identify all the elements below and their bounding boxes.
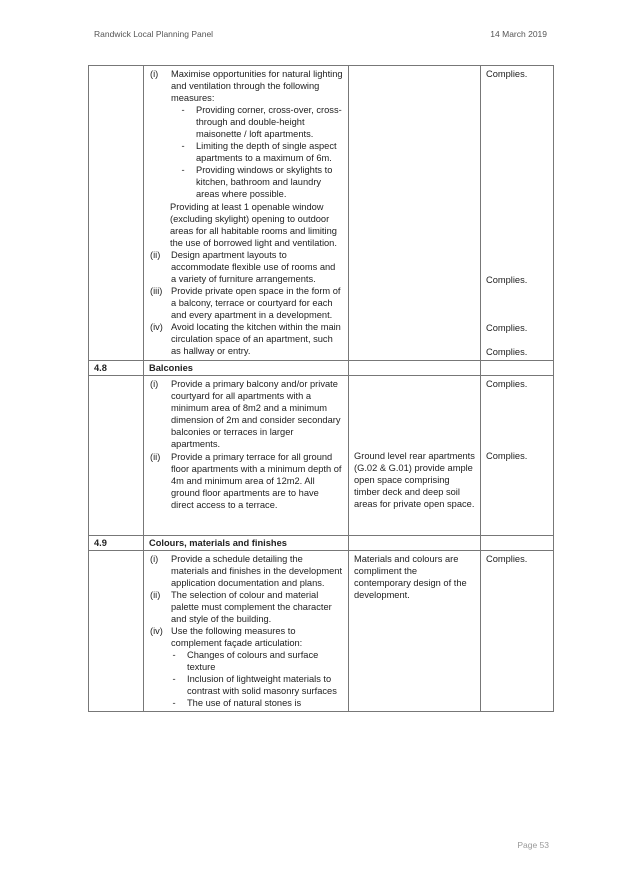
section-number: 4.9: [89, 535, 144, 550]
clause: [149, 285, 343, 321]
comment-cell: [349, 66, 481, 361]
section-number: 4.8: [89, 361, 144, 376]
table-row: [89, 66, 554, 361]
clause-number: (iv): [150, 626, 163, 637]
clause-text: Provide a primary balcony and/or private courtyard for all apartments with a minimum area of 8m2 and a minimum dimension of 2m and consider secondary balconies or terraces in larger apartments.: [171, 379, 341, 450]
empty-cell: [481, 361, 554, 376]
clause-number: (i): [150, 379, 159, 390]
clause-text: The selection of colour and material palette must complement the character and style of the building.: [171, 589, 332, 625]
header-title: Randwick Local Planning Panel: [94, 29, 214, 39]
clause-text: Provide a primary terrace for all ground floor apartments with a minimum depth of 4m and minimum area of 12m2. All ground floor apartments are to have direct access to a terrace.: [171, 451, 342, 510]
table-row: [89, 550, 554, 712]
section-number-cell: [89, 376, 144, 536]
sub-item-text: Providing corner, cross-over, cross-through and double-height maisonette / loft apartments.: [196, 105, 342, 140]
status-text: Complies.: [486, 275, 528, 286]
clause-number: (ii): [150, 249, 161, 260]
empty-cell: [481, 535, 554, 550]
sub-item-text: Changes of colours and surface texture: [187, 650, 319, 673]
clause: [149, 68, 343, 104]
clause-text: Avoid locating the kitchen within the main circulation space of an apartment, such as hallway or entry.: [171, 321, 341, 357]
status-text: Complies.: [486, 379, 528, 390]
sub-item-text: The use of natural stones is: [187, 698, 302, 709]
clause-text: Design apartment layouts to accommodate flexible use of rooms and a variety of furniture arrangements.: [171, 249, 336, 284]
table-row: [89, 376, 554, 536]
sub-item: - Providing windows or skylights to kitchen, bathroom and laundry areas where possible.: [170, 164, 343, 200]
status-text: Complies.: [486, 323, 528, 334]
clause: [149, 451, 343, 511]
clause: [149, 321, 343, 357]
clause: [149, 378, 343, 450]
empty-cell: [349, 535, 481, 550]
clause-number: (iv): [150, 321, 163, 332]
clause-text: Use the following measures to complement façade articulation:: [171, 626, 303, 649]
status-cell: [481, 550, 554, 712]
section-title: Balconies: [144, 361, 349, 376]
sub-item: - Providing corner, cross-over, cross-through and double-height maisonette / loft apartments.: [181, 105, 342, 140]
comment-text: Materials and colours are compliment the contemporary design of the development.: [354, 553, 467, 600]
sub-item: - Limiting the depth of single aspect apartments to a maximum of 6m.: [170, 140, 343, 164]
comment-text: Ground level rear apartments (G.02 & G.01) provide ample open space comprising timber deck and deep soil areas for private open space.: [354, 451, 475, 510]
comment-cell: [349, 550, 481, 712]
clause-number: (ii): [150, 451, 161, 462]
status-text: Complies.: [486, 451, 528, 462]
clause: [149, 589, 343, 625]
section-title: Colours, materials and finishes: [144, 535, 349, 550]
comment-cell: [349, 376, 481, 536]
sub-item: - Changes of colours and surface texture: [161, 649, 343, 673]
clause-extra-text: Providing at least 1 openable window (excluding skylight) opening to outdoor areas for all habitable rooms and limiting the use of borrowed light and ventilation.: [170, 201, 337, 248]
section-header-row: [89, 361, 554, 376]
section-number-cell: [89, 550, 144, 712]
sub-item: - Inclusion of lightweight materials to contrast with solid masonry surfaces: [161, 673, 343, 697]
page-number: Page 53: [517, 840, 549, 850]
sub-item-text: Providing windows or skylights to kitchen, bathroom and laundry areas where possible.: [196, 165, 333, 200]
clause-number: (i): [150, 553, 159, 564]
clause-text: Provide a schedule detailing the materials and finishes in the development application documentation and plans.: [171, 553, 343, 588]
status-text: Complies.: [486, 553, 528, 564]
clause-text: Provide private open space in the form of a balcony, terrace or courtyard for each and every apartment in a development.: [171, 285, 341, 320]
clause-number: (i): [150, 69, 159, 79]
clause-text: Maximise opportunities for natural lighting and ventilation through the following measures:: [171, 69, 343, 104]
sub-item-text: Inclusion of lightweight materials to contrast with solid masonry surfaces: [187, 674, 337, 697]
clause-number: (iii): [150, 285, 163, 296]
clause: [149, 553, 343, 589]
control-cell: [144, 376, 349, 536]
status-text: Complies.: [486, 69, 528, 79]
empty-cell: [349, 361, 481, 376]
status-text: Complies.: [486, 347, 528, 358]
sub-item: - The use of natural stones is: [161, 697, 343, 709]
status-cell: [481, 376, 554, 536]
sub-item-text: Limiting the depth of single aspect apartments to a maximum of 6m.: [196, 141, 337, 164]
section-number-cell: [89, 66, 144, 361]
clause: [149, 249, 343, 285]
clause: [149, 625, 343, 649]
control-cell: [144, 66, 349, 361]
status-cell: [481, 66, 554, 361]
compliance-table: [88, 65, 554, 712]
control-cell: [144, 550, 349, 712]
header-date: 14 March 2019: [490, 29, 547, 39]
section-header-row: [89, 535, 554, 550]
clause-number: (ii): [150, 589, 161, 600]
